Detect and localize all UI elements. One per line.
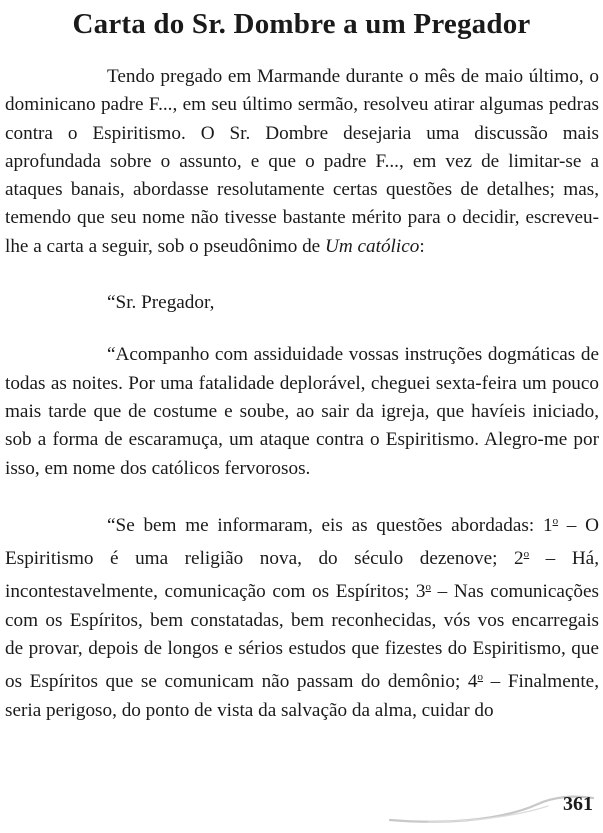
questions-part-4: – Nas comunicações com os Espíritos, bem constatadas, bem reconhecidas, vós vos encarregais de provar, depois de longos e sérios estudos que fizestes do Espiritismo, que os Espíritos que se comunicam não passam do demônio; 4 [5,581,599,693]
ordinal-indicator: o [523,548,530,561]
questions-part-3: – Há, incontestavelmente, comunicação com os Espíritos; 3 [5,548,599,603]
paragraph-intro-text: Tendo pregado em Marmande durante o mês de maio último, o dominicano padre F..., em seu último sermão, resolveu atirar algumas pedras contra o Espiritismo. O Sr. Dombre desejaria uma discussão mais aprofundada sobre o assunto, e que o padre F..., em vez de limitar-se a ataques banais, abordasse resolutamente certas questões de detalhes; mas, temendo que seu nome não tivesse bastante mérito para o decidir, escreveu-lhe a carta a seguir, sob o pseudônimo de [5,66,599,257]
paragraph-letter-2 [5,507,599,725]
questions-part-5: – Finalmente, seria perigoso, do ponto de vista da salvação da alma, cuidar do [5,671,599,721]
ordinal-indicator: o [552,514,559,527]
page-footer [0,786,603,833]
ordinal-indicator: o [425,581,431,594]
questions-part-1: “Se bem me informaram, eis as questões abordadas: 1 [107,514,553,536]
page-title: Carta do Sr. Dombre a um Pregador [72,8,531,40]
salutation: “Sr. Pregador, [107,292,215,314]
paragraph-letter-1: “Acompanho com assiduidade vossas instruções dogmáticas de todas as noites. Por uma fatalidade deplorável, cheguei sexta-feira um pouco mais tarde que de costume e soube, ao sair da igreja, que havíeis iniciado, sob a forma de escaramuça, um ataque contra o Espiritismo. Alegro-me por isso, em nome dos católicos fervorosos. [5,344,599,479]
page-number: 361 [563,793,593,815]
paragraph-intro-end: : [419,235,425,257]
paragraph-intro [5,63,599,261]
body-text [5,63,599,725]
ordinal-indicator: o [477,671,484,684]
pseudonym: Um católico [325,235,420,257]
questions-part-2: – O Espiritismo é uma religião nova, do século dezenove; 2 [5,514,599,570]
